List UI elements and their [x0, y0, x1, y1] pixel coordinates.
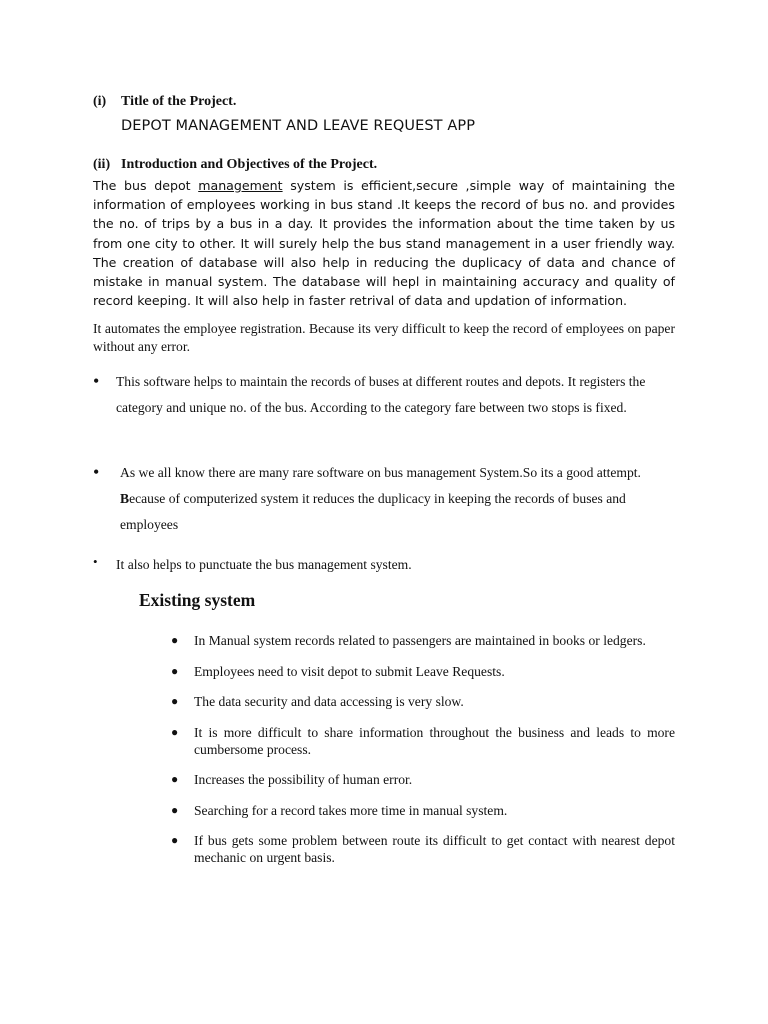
list-item-text: Employees need to visit depot to submit Leave Requests.	[194, 663, 505, 679]
list-item	[170, 632, 675, 649]
list-item-text: Searching for a record takes more time in manual system.	[194, 802, 508, 818]
list-bullet: ●	[171, 633, 179, 647]
bullet-text-bold: B	[120, 490, 130, 506]
bullet-text: It also helps to punctuate the bus management system.	[116, 557, 412, 572]
section-1-heading-text: Title of the Project.	[121, 94, 237, 109]
list-item	[170, 771, 675, 788]
existing-system-list	[170, 632, 675, 880]
section-1-number: (i)	[93, 94, 107, 109]
list-bullet: ●	[171, 724, 179, 739]
section-2-heading-text: Introduction and Objectives of the Project.	[121, 157, 378, 172]
list-item	[170, 663, 675, 680]
intro-text-start: The bus depot	[93, 178, 199, 193]
list-item	[170, 832, 675, 866]
automation-paragraph: It automates the employee registration. Because its very difficult to keep the record of employees on paper without any error.	[93, 321, 675, 354]
bullet-text: This software helps to maintain the records of buses at different routes and depots. It registers the category and unique no. of the bus. According to the category fare between two stops is fixed.	[116, 374, 646, 415]
list-bullet: ●	[171, 694, 179, 708]
existing-system-heading: Existing system	[139, 590, 256, 610]
bullet-text-post: ecause of computerized system it reduces the duplicacy in keeping the records of buses and employees	[120, 490, 626, 532]
list-item-text: If bus gets some problem between route its difficult to get contact with nearest depot mechanic on urgent basis.	[194, 833, 675, 865]
section-2-heading	[93, 157, 377, 173]
bullet-item	[93, 369, 675, 421]
bullet-text-pre: As we all know there are many rare software on bus management System.So its a good attempt.	[120, 465, 641, 480]
list-item-text: In Manual system records related to passengers are maintained in books or ledgers.	[194, 633, 646, 648]
bullet-text	[120, 460, 675, 537]
list-bullet: ●	[171, 663, 179, 678]
list-bullet: ●	[171, 772, 179, 786]
intro-underlined-word: management	[198, 178, 283, 193]
list-bullet: ●	[171, 833, 179, 847]
bullet-marker: •	[93, 554, 98, 569]
project-title: DEPOT MANAGEMENT AND LEAVE REQUEST APP	[121, 118, 476, 134]
list-item	[170, 802, 675, 819]
list-item	[170, 693, 675, 710]
section-1-heading	[93, 94, 236, 110]
intro-paragraph	[93, 176, 675, 310]
section-2-number: (ii)	[93, 157, 111, 172]
list-item	[170, 724, 675, 758]
intro-text-rest: system is efficient,secure ,simple way of maintaining the information of employees working in bus stand .It keeps the record of bus no. and provides the no. of trips by a bus in a day. It provides the information about the time taken by us from one city to other. It will surely help the bus stand management in a user friendly way. The creation of database will also help in reducing the duplicacy of data and chance of mistake in manual system. The database will hepl in maintaining accuracy and quality of record keeping. It will also help in faster retrival of data and updation of information.	[93, 178, 675, 309]
list-item-text: Increases the possibility of human error.	[194, 772, 413, 787]
bullet-marker: •	[93, 371, 100, 391]
list-item-text: It is more difficult to share information throughout the business and leads to more cumbersome process.	[194, 724, 675, 757]
bullet-item	[93, 552, 675, 578]
bullet-marker: •	[93, 462, 100, 482]
list-item-text: The data security and data accessing is very slow.	[194, 694, 464, 709]
bullet-item	[93, 460, 675, 537]
list-bullet: ●	[171, 802, 179, 817]
